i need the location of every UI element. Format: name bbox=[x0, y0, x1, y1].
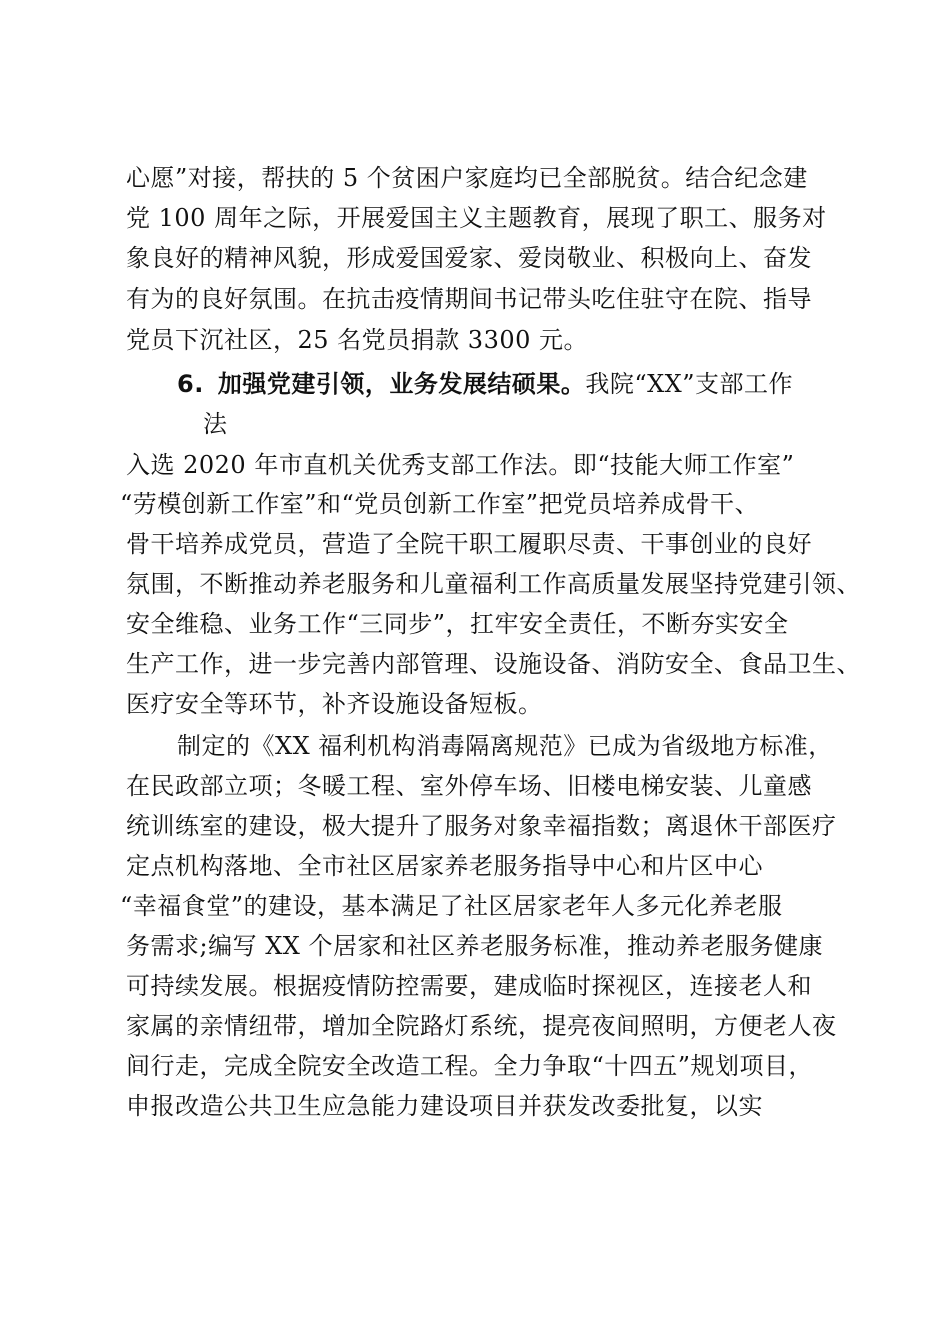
paragraph-line: 党 100 周年之际，开展爱国主义主题教育，展现了职工、服务对 bbox=[126, 204, 827, 232]
paragraph-line: “幸福食堂”的建设，基本满足了社区居家老年人多元化养老服 bbox=[120, 892, 783, 920]
paragraph-line: 统训练室的建设，极大提升了服务对象幸福指数；离退休干部医疗 bbox=[126, 812, 837, 840]
paragraph-line: 心愿”对接，帮扶的 5 个贫困户家庭均已全部脱贫。结合纪念建 bbox=[126, 164, 808, 192]
paragraph-line: 可持续发展。根据疫情防控需要，建成临时探视区，连接老人和 bbox=[126, 972, 812, 1000]
paragraph-line: 安全维稳、业务工作“三同步”，扛牢安全责任，不断夯实安全 bbox=[126, 610, 789, 638]
paragraph-line: 党员下沉社区，25 名党员捐款 3300 元。 bbox=[126, 326, 589, 354]
section-intro-continuation: 法 bbox=[203, 410, 228, 438]
paragraph-line: 定点机构落地、全市社区居家养老服务指导中心和片区中心 bbox=[126, 852, 763, 880]
paragraph-line: 入选 2020 年市直机关优秀支部工作法。即“技能大师工作室” bbox=[126, 451, 795, 479]
paragraph-line: 务需求;编写 XX 个居家和社区养老服务标准，推动养老服务健康 bbox=[126, 932, 824, 960]
paragraph-line: 间行走，完成全院安全改造工程。全力争取“十四五”规划项目， bbox=[126, 1052, 814, 1080]
section-intro: 我院“XX”支部工作 bbox=[585, 370, 794, 398]
paragraph-line: 生产工作，进一步完善内部管理、设施设备、消防安全、食品卫生、 bbox=[126, 650, 861, 678]
paragraph-line: 医疗安全等环节，补齐设施设备短板。 bbox=[126, 690, 543, 718]
section-heading bbox=[177, 369, 793, 399]
paragraph-line: “劳模创新工作室”和“党员创新工作室”把党员培养成骨干、 bbox=[120, 490, 760, 518]
paragraph-line: 家属的亲情纽带，增加全院路灯系统，提亮夜间照明，方便老人夜 bbox=[126, 1012, 837, 1040]
paragraph-line: 骨干培养成党员，营造了全院干职工履职尽责、干事创业的良好 bbox=[126, 530, 812, 558]
section-title: 加强党建引领，业务发展结硕果。 bbox=[217, 370, 586, 398]
paragraph-line: 象良好的精神风貌，形成爱国爱家、爱岗敬业、积极向上、奋发 bbox=[126, 244, 812, 272]
paragraph-line: 氛围，不断推动养老服务和儿童福利工作高质量发展坚持党建引领、 bbox=[126, 570, 861, 598]
section-number: 6. bbox=[177, 370, 204, 398]
paragraph-line: 申报改造公共卫生应急能力建设项目并获发改委批复，以实 bbox=[126, 1092, 763, 1120]
paragraph-line: 有为的良好氛围。在抗击疫情期间书记带头吃住驻守在院、指导 bbox=[126, 285, 812, 313]
paragraph-line: 在民政部立项；冬暖工程、室外停车场、旧楼电梯安装、儿童感 bbox=[126, 772, 812, 800]
paragraph-line: 制定的《XX 福利机构消毒隔离规范》已成为省级地方标准， bbox=[177, 732, 833, 760]
